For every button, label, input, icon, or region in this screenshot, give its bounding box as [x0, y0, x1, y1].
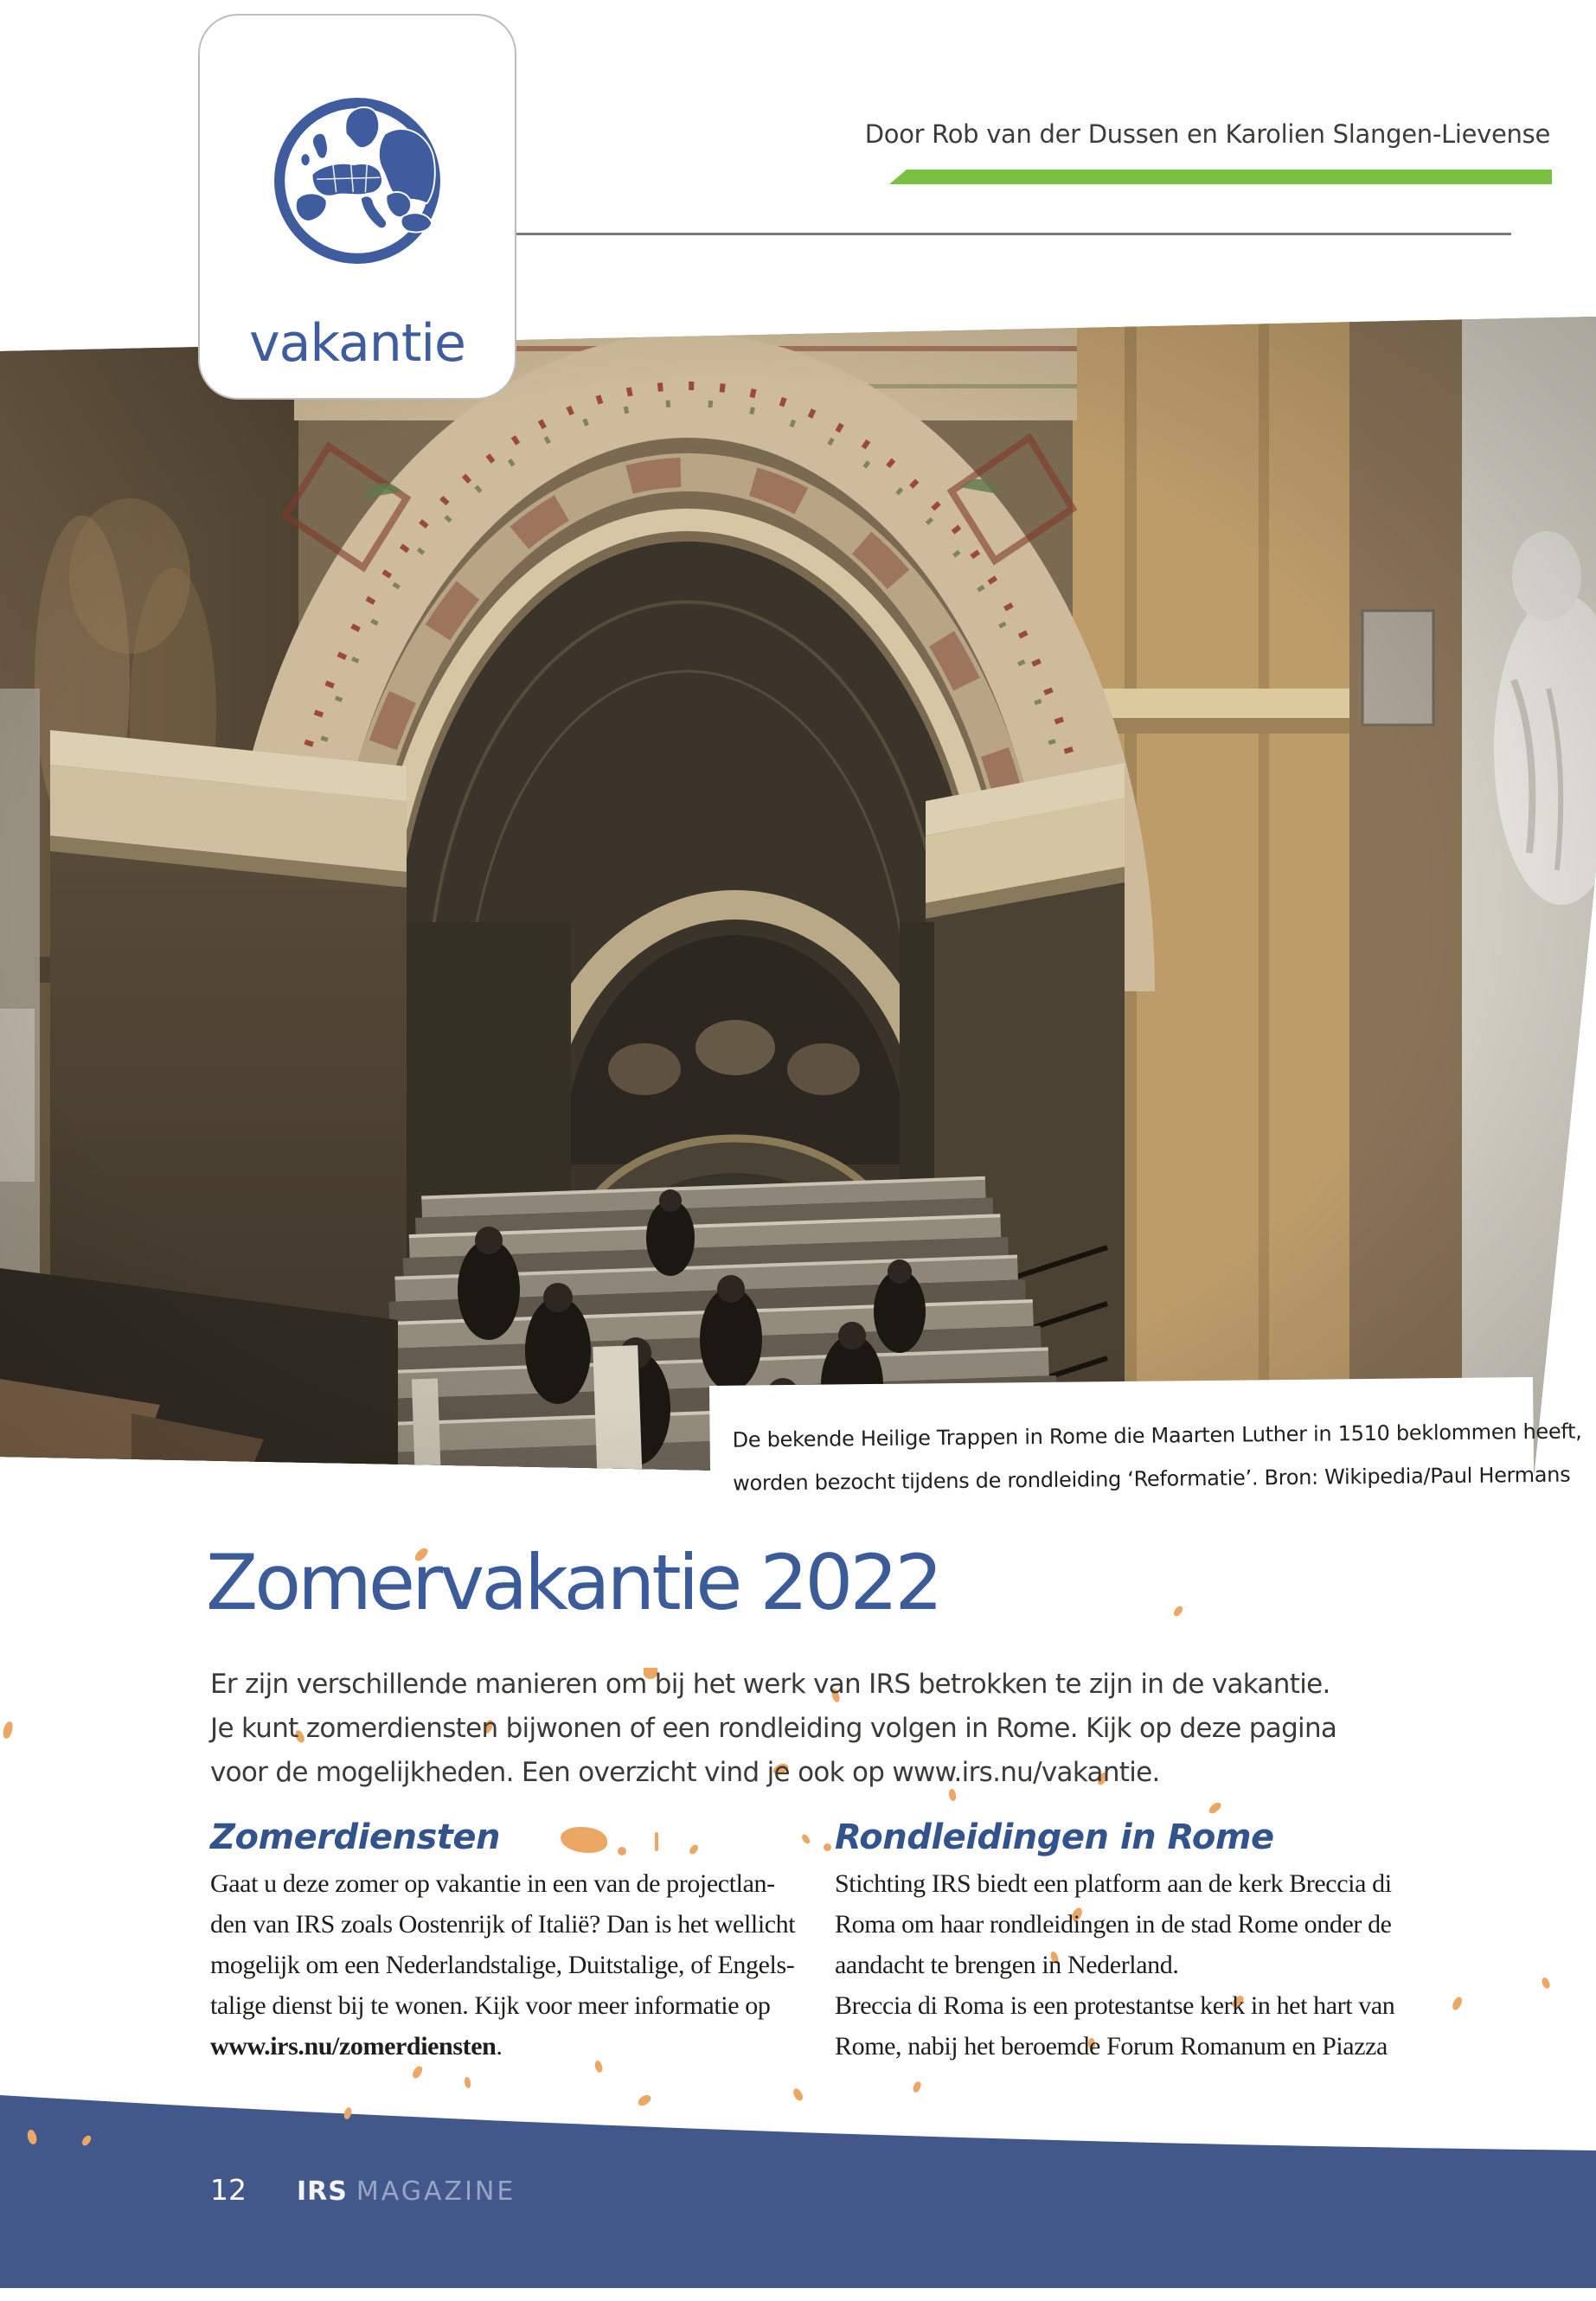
column-zomerdiensten [210, 1818, 795, 2067]
caption-line: De bekende Heilige Trappen in Rome die Maarten Luther in 1510 beklommen heeft, [732, 1419, 1582, 1452]
category-badge-card [198, 14, 516, 400]
confetti-speck [2, 1721, 13, 1739]
body-line: Rome, nabij het beroemde Forum Romanum en Piazza [835, 2032, 1388, 2061]
byline: Door Rob van der Dussen en Karolien Slangen-Lievense [864, 119, 1550, 149]
body-line: talige dienst bij te wonen. Kijk voor meer informatie op [210, 1991, 771, 2020]
body-line: den van IRS zoals Oostenrijk of Italië? Dan is het wellicht [210, 1910, 796, 1939]
confetti-speck [824, 1843, 831, 1851]
magazine-title-bold: IRS [297, 2176, 348, 2207]
intro-line: voor de mogelijkheden. Een overzicht vind je ook op www.irs.nu/vakantie. [210, 1757, 1160, 1788]
intro-line: Er zijn verschillende manieren om bij het werk van IRS betrokken te zijn in de vakantie. [210, 1669, 1330, 1700]
photo-caption [709, 1377, 1582, 1500]
holy-stairs-photo [0, 317, 1596, 1486]
page-number: 12 [210, 2173, 247, 2207]
category-label: vakantie [249, 313, 465, 374]
accent-bar [889, 170, 1552, 184]
body-line: Roma om haar rondleidingen in de stad Rome onder de [835, 1910, 1392, 1939]
link-suffix: . [496, 2032, 503, 2061]
column-rondleidingen [835, 1818, 1394, 2067]
footer-text [210, 2173, 516, 2207]
magazine-title-light: MAGAZINE [356, 2176, 516, 2207]
body-line: Stichting IRS biedt een platform aan de kerk Breccia di [835, 1869, 1392, 1898]
confetti-speck [1172, 1605, 1183, 1618]
vignette [0, 317, 1596, 1486]
column-heading: Rondleidingen in Rome [835, 1817, 1274, 1857]
confetti-speck [800, 1833, 811, 1845]
caption-line: worden bezocht tijdens de rondleiding ‘Reformatie’. Bron: Wikipedia/Paul Hermans [733, 1462, 1571, 1496]
confetti-speck [1540, 1977, 1551, 1990]
confetti-speck [1452, 1996, 1464, 2011]
body-line-link [210, 2026, 795, 2067]
confetti-speck [1208, 1800, 1223, 1816]
article-title: Zomervakantie 2022 [206, 1538, 940, 1627]
europe-globe-icon [268, 92, 446, 270]
body-line: Gaat u deze zomer op vakantie in een van de projectlan- [210, 1869, 775, 1898]
body-line: mogelijk om een Nederlandstalige, Duitstalige, of Engels- [210, 1951, 795, 1979]
header-rule [481, 233, 1511, 235]
column-heading: Zomerdiensten [210, 1817, 501, 1857]
article-intro [210, 1663, 1336, 1795]
body-line: aandacht te brengen in Nederland. [835, 1951, 1179, 1979]
zomerdiensten-url: www.irs.nu/zomerdiensten [210, 2032, 497, 2061]
intro-line: Je kunt zomerdiensten bijwonen of een rondleiding volgen in Rome. Kijk op deze pagina [210, 1713, 1337, 1744]
body-line: Breccia di Roma is een protestantse kerk in het hart van [835, 1991, 1395, 2020]
